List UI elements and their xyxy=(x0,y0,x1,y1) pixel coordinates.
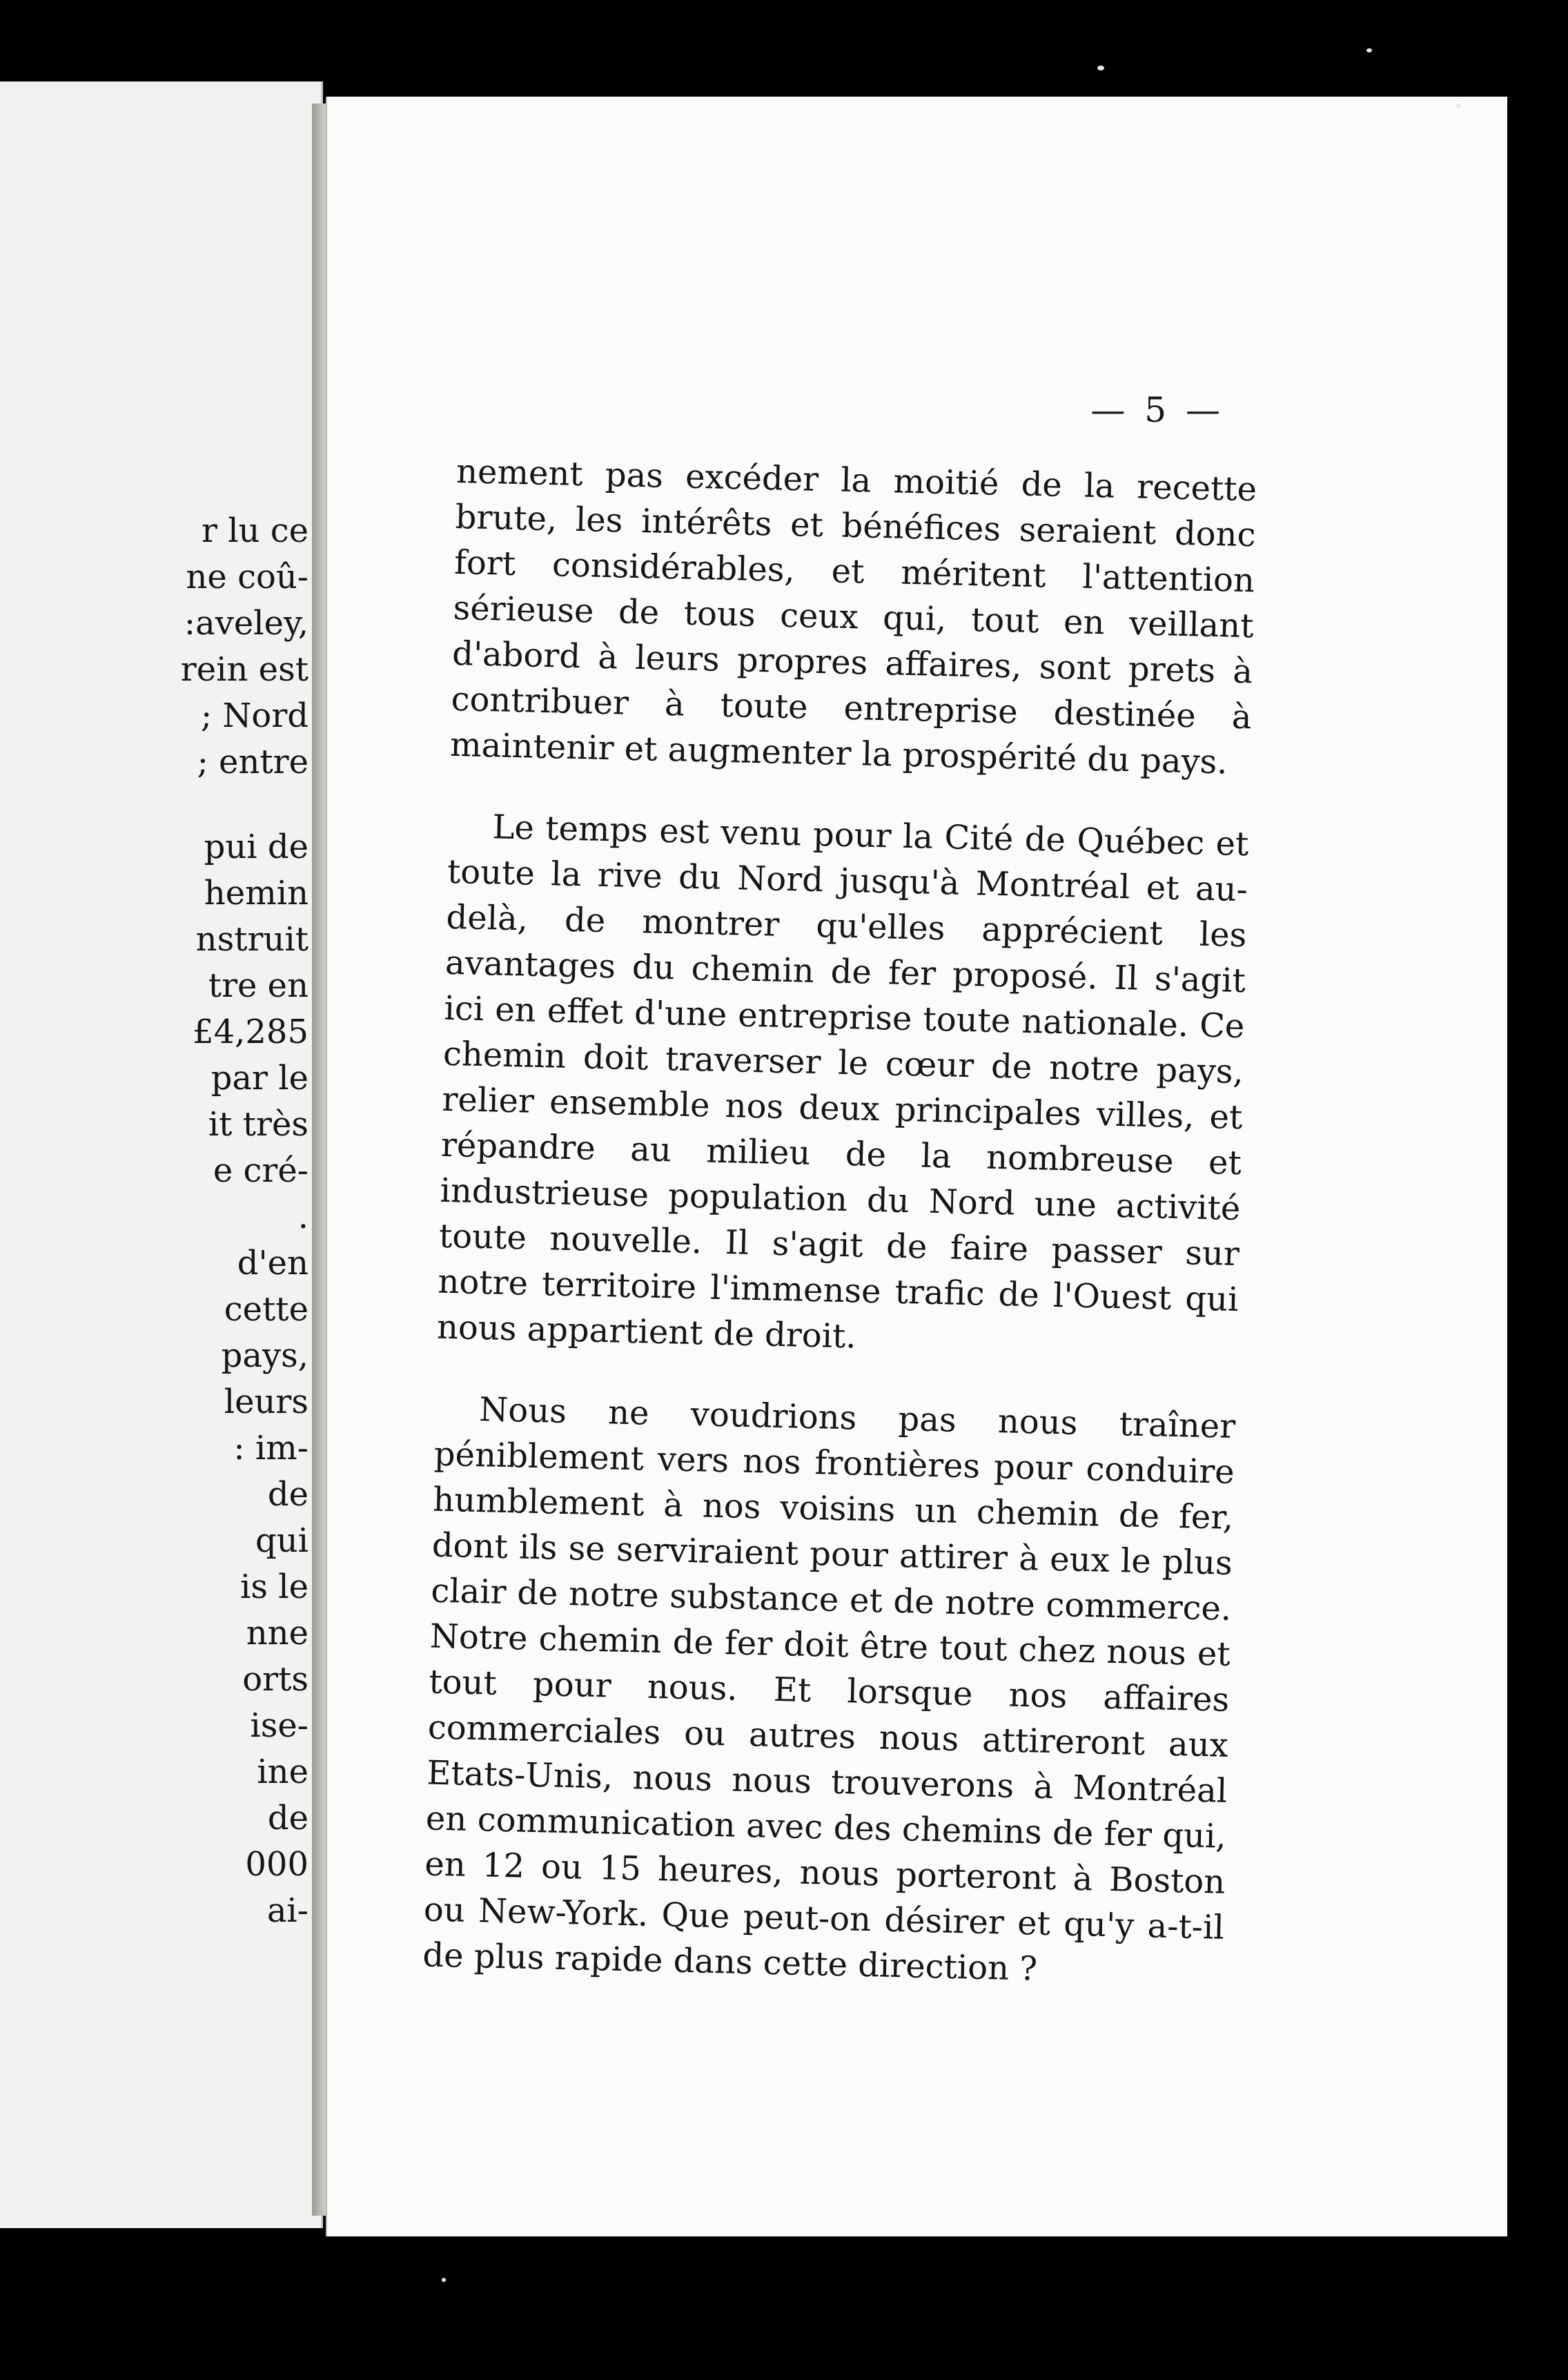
left-line: ; entre xyxy=(197,743,308,781)
left-line: qui xyxy=(255,1521,308,1560)
left-line: nne xyxy=(246,1614,308,1652)
left-line: £4,285 xyxy=(193,1013,308,1051)
dust-speck xyxy=(1456,104,1461,108)
left-line: : im- xyxy=(233,1429,308,1467)
left-line: . xyxy=(297,1198,308,1236)
body-text xyxy=(422,449,1257,2032)
left-line: nstruit xyxy=(195,920,308,959)
left-page-text xyxy=(46,508,308,1934)
paragraph: Nous ne voudrions pas nous traîner péniblement vers nos frontières pour conduire humblement à nos voisins un chemin de fer, dont ils se serviraient pour attirer à eux le plus clair de notre substance et de notre commerce. Notre chemin de fer doit être tout chez nous et tout pour nous. Et lorsque nos affaires commerciales ou autres nous attireront aux Etats-Unis, nous nous trouverons à Montréal en communication avec des chemins de fer qui, en 12 ou 15 heures, nous porteront à Boston ou New-York. Que peut-on désirer et qu'y a-t-il de plus rapide dans cette direction ? xyxy=(422,1390,1236,1989)
paragraph-continued: nement pas excéder la moitié de la recette brute, les intérêts et bénéfices seraient donc fort considérables, et méritent l'attention sérieuse de tous ceux qui, tout en veillant d'abord à leurs propres affaires, sont prets à contribuer à toute entreprise destinée à maintenir et augmenter la prospérité du pays. xyxy=(449,451,1257,782)
page-number: — 5 — xyxy=(1090,390,1224,430)
left-page xyxy=(0,81,323,2228)
left-line: d'en xyxy=(237,1244,308,1282)
left-line-gap xyxy=(46,786,308,824)
left-line: pui de xyxy=(204,828,308,866)
left-line: orts xyxy=(242,1660,308,1699)
left-line: r lu ce xyxy=(201,511,308,550)
left-line: :aveley, xyxy=(184,604,308,643)
dust-speck xyxy=(442,2278,446,2282)
left-line: ine xyxy=(257,1753,308,1791)
left-line: ise- xyxy=(250,1706,308,1745)
left-line: de xyxy=(267,1799,308,1837)
paragraph: Le temps est venu pour la Cité de Québec et toute la rive du Nord jusqu'à Montréal et au-delà, de montrer qu'elles apprécient les avantages du chemin de fer proposé. Il s'agit ici en effet d'une entreprise toute nationale. Ce chemin doit traverser le cœur de notre pays, relier ensemble nos deux principales villes, et répandre au milieu de la nombreuse et industrieuse population du Nord une activité toute nouvelle. Il s'agit de faire passer sur notre territoire l'immense trafic de l'Ouest qui nous appartient de droit. xyxy=(436,808,1249,1356)
left-line: tre en xyxy=(208,966,308,1005)
left-line: leurs xyxy=(224,1383,308,1421)
dust-speck xyxy=(1097,66,1104,70)
left-line: par le xyxy=(210,1059,308,1098)
left-line: hemin xyxy=(204,874,308,913)
dust-speck xyxy=(1366,48,1372,52)
left-line: is le xyxy=(240,1568,308,1606)
left-line: it très xyxy=(208,1105,308,1144)
left-line: 000 xyxy=(245,1845,308,1884)
left-line: e cré- xyxy=(213,1151,308,1190)
right-page xyxy=(326,97,1507,2236)
left-line: rein est xyxy=(180,650,308,689)
left-line: pays, xyxy=(221,1336,308,1375)
left-line: cette xyxy=(224,1290,308,1329)
left-line: ne coû- xyxy=(186,558,308,596)
left-line: ai- xyxy=(266,1891,308,1930)
left-line: de xyxy=(267,1475,308,1514)
left-line: ; Nord xyxy=(201,696,308,735)
